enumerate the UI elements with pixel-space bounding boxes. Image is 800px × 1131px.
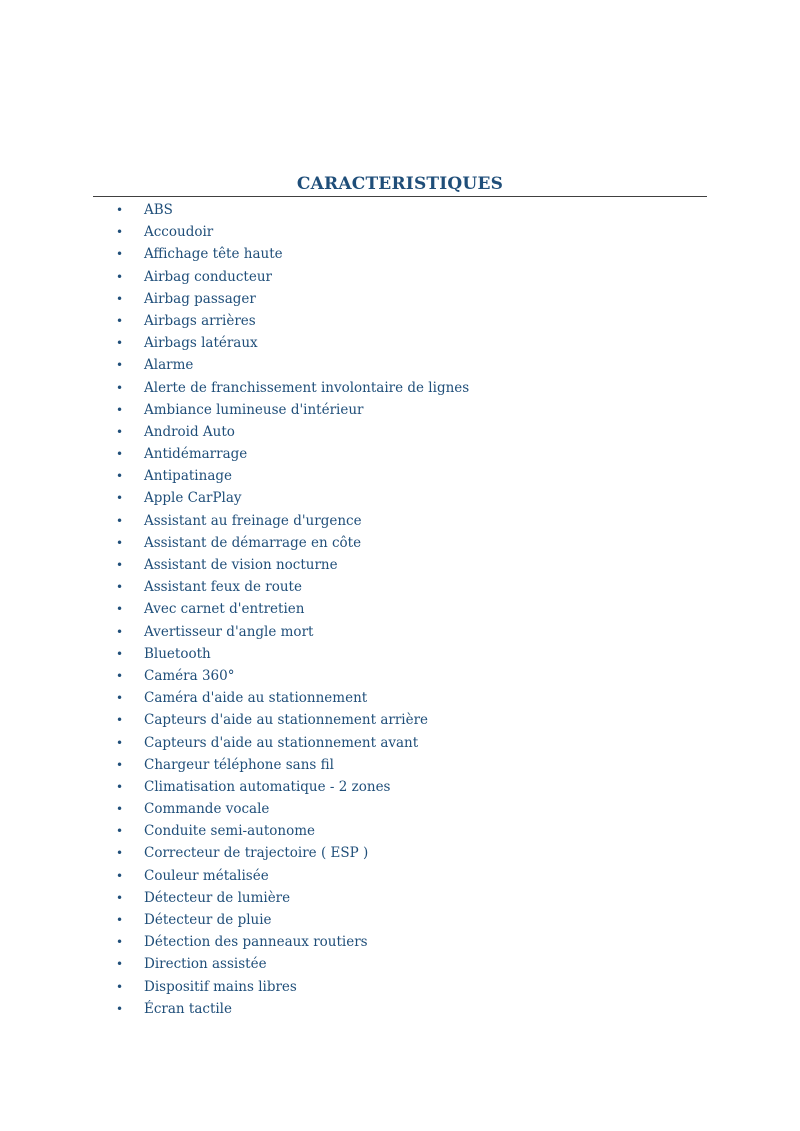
- feature-label: Apple CarPlay: [144, 490, 242, 507]
- bullet-icon: •: [116, 291, 124, 306]
- bullet-icon: •: [116, 424, 124, 439]
- bullet-icon: •: [116, 979, 124, 994]
- bullet-icon: •: [116, 491, 124, 506]
- feature-label: Assistant feux de route: [144, 579, 302, 596]
- feature-label: Assistant de vision nocturne: [144, 557, 338, 573]
- feature-label: Détecteur de pluie: [144, 912, 272, 928]
- bullet-icon: •: [116, 602, 124, 617]
- bullet-icon: •: [116, 380, 124, 395]
- feature-label: Airbags latéraux: [144, 335, 258, 352]
- feature-label: Avec carnet d'entretien: [144, 601, 305, 618]
- bullet-icon: •: [116, 247, 124, 262]
- bullet-icon: •: [116, 890, 124, 905]
- feature-label: Dispositif mains libres: [144, 978, 297, 995]
- feature-label: Airbags arrières: [144, 312, 256, 329]
- feature-label: Ambiance lumineuse d'intérieur: [144, 401, 364, 418]
- bullet-icon: •: [116, 358, 124, 373]
- bullet-icon: •: [116, 713, 124, 728]
- bullet-icon: •: [116, 535, 124, 550]
- bullet-icon: •: [116, 225, 124, 240]
- bullet-icon: •: [116, 691, 124, 706]
- bullet-icon: •: [116, 735, 124, 750]
- bullet-icon: •: [116, 558, 124, 572]
- bullet-icon: •: [116, 802, 124, 817]
- feature-label: Capteurs d'aide au stationnement arrière: [144, 712, 429, 729]
- feature-label: Caméra d'aide au stationnement: [144, 690, 368, 707]
- bullet-icon: •: [116, 447, 124, 462]
- feature-label: Airbag passager: [144, 290, 256, 307]
- feature-label: Chargeur téléphone sans fil: [144, 756, 334, 773]
- feature-label: Alarme: [144, 357, 194, 374]
- bullet-icon: •: [116, 469, 124, 484]
- feature-label: Couleur métalisée: [144, 867, 269, 884]
- bullet-icon: •: [116, 402, 124, 417]
- feature-label: Alerte de franchissement involontaire de lignes: [144, 379, 470, 396]
- feature-label: Commande vocale: [144, 801, 270, 818]
- feature-label: Accoudoir: [144, 224, 214, 241]
- feature-label: Assistant de démarrage en côte: [144, 534, 362, 551]
- bullet-icon: •: [116, 646, 124, 661]
- feature-label: Climatisation automatique - 2 zones: [144, 778, 391, 795]
- feature-label: Capteurs d'aide au stationnement avant: [144, 734, 419, 751]
- feature-label: Correcteur de trajectoire ( ESP ): [144, 845, 369, 862]
- feature-label: Écran tactile: [144, 1000, 232, 1017]
- feature-label: Android Auto: [144, 423, 235, 440]
- bullet-icon: •: [116, 336, 124, 351]
- section-heading: [93, 172, 707, 197]
- bullet-icon: •: [116, 203, 124, 217]
- feature-label: Détection des panneaux routiers: [144, 934, 368, 951]
- feature-label: Caméra 360°: [144, 667, 235, 684]
- feature-label: Détecteur de lumière: [144, 889, 291, 906]
- bullet-icon: •: [116, 269, 124, 284]
- feature-label: Bluetooth: [144, 645, 211, 662]
- bullet-icon: •: [116, 846, 124, 861]
- feature-label: Airbag conducteur: [144, 268, 272, 285]
- bullet-icon: •: [116, 957, 124, 972]
- bullet-icon: •: [116, 913, 124, 927]
- feature-label: Antipatinage: [144, 468, 232, 485]
- bullet-icon: •: [116, 313, 124, 328]
- feature-label: Avertisseur d'angle mort: [144, 623, 314, 640]
- title-underline-rule: [93, 196, 707, 197]
- feature-label: Direction assistée: [144, 956, 267, 973]
- page-title: CARACTERISTIQUES: [296, 174, 504, 194]
- bullet-icon: •: [116, 580, 124, 595]
- bullet-icon: •: [116, 1001, 124, 1016]
- bullet-icon: •: [116, 779, 124, 794]
- bullet-icon: •: [116, 668, 124, 683]
- feature-label: Assistant au freinage d'urgence: [144, 512, 362, 529]
- bullet-icon: •: [116, 513, 124, 528]
- bullet-icon: •: [116, 824, 124, 839]
- bullet-icon: •: [116, 624, 124, 639]
- feature-label: Affichage tête haute: [144, 246, 283, 263]
- bullet-icon: •: [116, 868, 124, 883]
- feature-label: ABS: [144, 202, 173, 218]
- feature-label: Antidémarrage: [144, 446, 248, 463]
- bullet-icon: •: [116, 757, 124, 772]
- bullet-icon: •: [116, 935, 124, 950]
- feature-label: Conduite semi-autonome: [144, 823, 316, 840]
